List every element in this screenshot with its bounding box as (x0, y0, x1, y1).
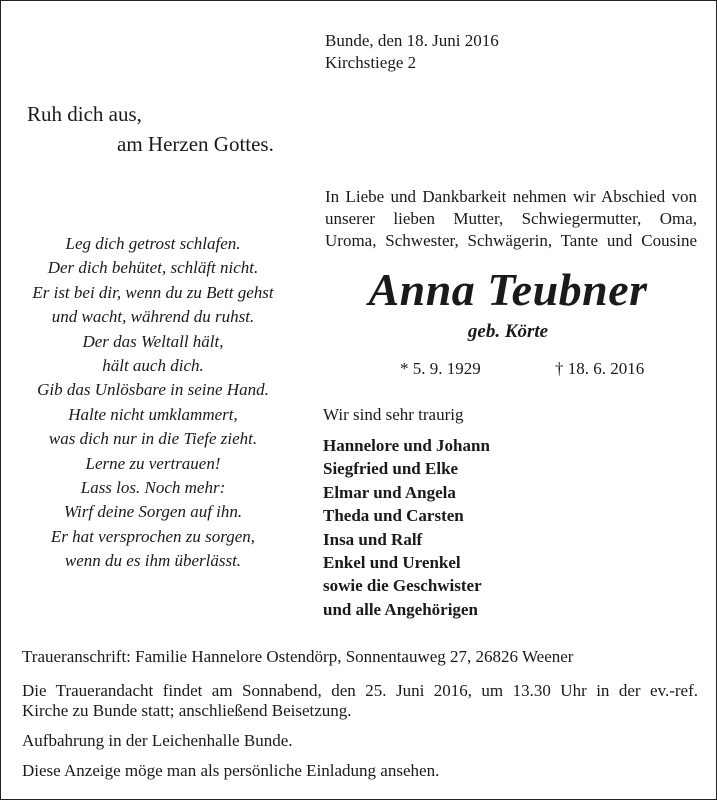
deceased-name: Anna Teubner (368, 264, 648, 315)
poem-line: Er ist bei dir, wenn du zu Bett gehst (32, 282, 274, 302)
place-date (325, 30, 499, 74)
mourner-name: Enkel und Urenkel (323, 553, 461, 573)
service-line-1: Die Trauerandacht findet am Sonnabend, den 25. Juni 2016, um 13.30 Uhr in der ev.-ref. (22, 681, 698, 700)
poem-line: Der dich behütet, schläft nicht. (47, 258, 259, 278)
poem-line: und wacht, während du ruhst. (51, 307, 255, 327)
birth-date: * 5. 9. 1929 (400, 359, 481, 378)
invitation-note: Diese Anzeige möge man als persönliche Einladung ansehen. (22, 761, 440, 780)
poem-line: Leg dich getrost schlafen. (65, 234, 241, 253)
mourner-name: sowie die Geschwister (323, 576, 482, 596)
birth-name: geb. Körte (467, 321, 549, 342)
poem-line: Lass los. Noch mehr: (80, 478, 226, 498)
intro-line: In Liebe und Dankbarkeit nehmen wir Abschied von (325, 187, 697, 206)
poem-line: Der das Weltall hält, (82, 331, 224, 351)
mourners-intro: Wir sind sehr traurig (323, 405, 464, 424)
intro-line: unserer lieben Mutter, Schwiegermutter, Oma, (325, 209, 697, 228)
poem-line: hält auch dich. (102, 356, 204, 376)
mourner-name: Theda und Carsten (323, 506, 464, 526)
date-line: Bunde, den 18. Juni 2016 (325, 31, 499, 50)
mourner-name: und alle Angehörigen (323, 599, 478, 619)
service-line-2: Kirche zu Bunde statt; anschließend Beisetzung. (22, 701, 352, 720)
poem-line: Er hat versprochen zu sorgen, (50, 526, 256, 546)
motto-line-2: am Herzen Gottes. (117, 132, 274, 156)
poem-line: Gib das Unlösbare in seine Hand. (37, 380, 269, 400)
poem-line: Halte nicht umklammert, (68, 404, 238, 424)
address-line: Kirchstiege 2 (325, 53, 417, 72)
mourner-name: Hannelore und Johann (323, 436, 490, 455)
mourner-name: Elmar und Angela (323, 482, 456, 502)
service-details (22, 681, 698, 721)
mourning-address: Traueranschrift: Familie Hannelore Ostendörp, Sonnentauweg 27, 26826 Weener (22, 647, 574, 666)
mourner-name: Siegfried und Elke (323, 459, 459, 479)
mourner-name: Insa und Ralf (323, 529, 423, 549)
death-date: † 18. 6. 2016 (555, 359, 645, 378)
farewell-intro (325, 186, 697, 252)
poem-line: was dich nur in die Tiefe zieht. (48, 429, 258, 449)
poem-line: Lerne zu vertrauen! (85, 453, 221, 473)
intro-line: Uroma, Schwester, Schwägerin, Tante und Cousine (325, 231, 697, 250)
poem (8, 232, 298, 574)
viewing-info: Aufbahrung in der Leichenhalle Bunde. (22, 731, 293, 750)
motto-line-1: Ruh dich aus, (27, 102, 142, 126)
poem-line: Wirf deine Sorgen auf ihn. (63, 502, 243, 522)
mourners-list (323, 434, 490, 621)
poem-line: wenn du es ihm überlässt. (64, 551, 242, 571)
